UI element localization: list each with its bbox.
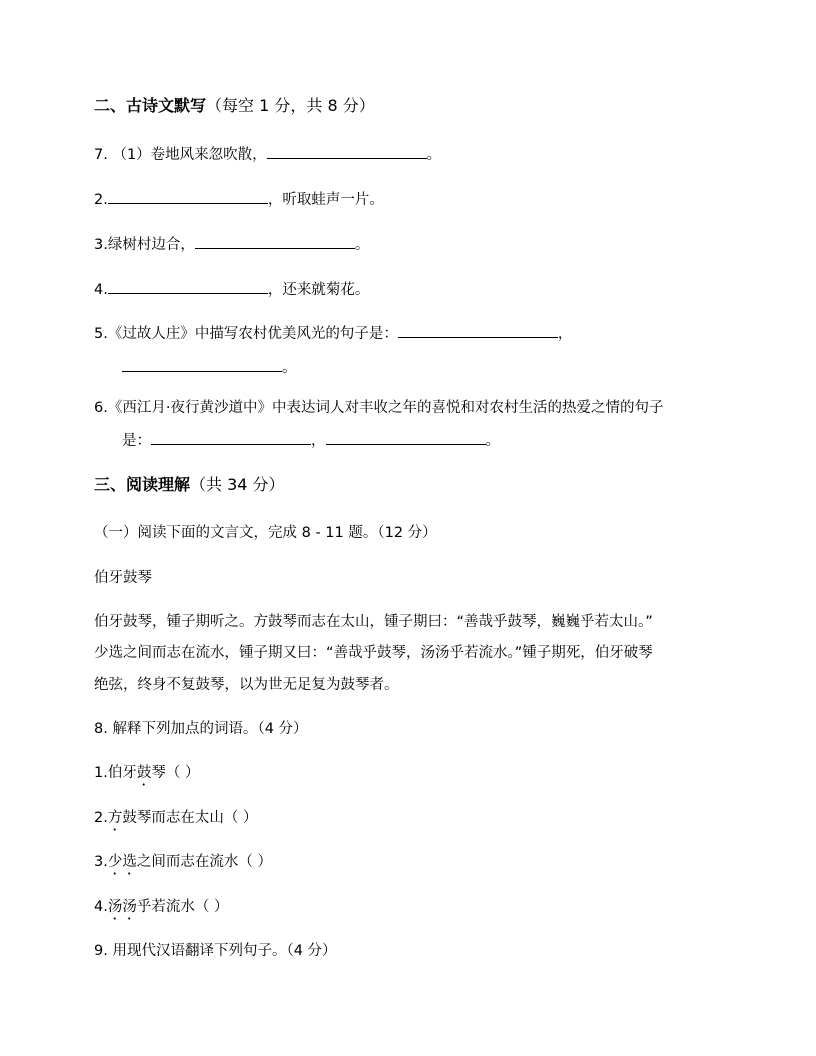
q3-prefix: 3.绿树村边合，	[94, 237, 195, 253]
q2-prefix: 2.	[94, 192, 108, 208]
section3-heading-text: 三、阅读理解	[94, 475, 191, 494]
dotted-word: 鼓	[136, 765, 152, 781]
question-6	[94, 398, 663, 418]
answer-blank[interactable]	[267, 144, 427, 159]
question-6-cont	[122, 430, 500, 451]
q5-mid: ，	[557, 326, 573, 342]
q8-item-text: 鼓琴而志在太山（ ）	[122, 810, 258, 826]
question-5-cont	[122, 357, 297, 378]
answer-blank[interactable]	[151, 430, 311, 445]
dotted-word: 汤汤	[107, 899, 137, 915]
q8-item	[94, 852, 272, 878]
section3-heading-note: （共 34 分）	[190, 475, 285, 494]
dotted-word: 少选	[107, 854, 137, 870]
q4-prefix: 4.	[94, 282, 108, 298]
answer-blank[interactable]	[398, 323, 558, 338]
q2-suffix: ，听取蛙声一片。	[267, 192, 384, 208]
q6-suffix: 。	[485, 433, 500, 449]
q4-suffix: ，还来就菊花。	[267, 282, 370, 298]
q5-suffix: 。	[282, 360, 297, 376]
question-2	[94, 189, 384, 210]
section3-heading	[94, 475, 285, 495]
answer-blank[interactable]	[195, 234, 355, 249]
section2-heading-text: 二、古诗文默写	[94, 96, 207, 115]
answer-blank[interactable]	[108, 189, 268, 204]
question-9: 9. 用现代汉语翻译下列句子。（4 分）	[94, 943, 337, 959]
part1-instruction: （一）阅读下面的文言文，完成 8 - 11 题。（12 分）	[94, 525, 437, 541]
q3-suffix: 。	[354, 237, 370, 253]
question-8: 8. 解释下列加点的词语。（4 分）	[94, 721, 308, 737]
dotted-word: 方	[107, 810, 123, 826]
q5-prefix: 5.《过故人庄》中描写农村优美风光的句子是：	[94, 326, 398, 342]
q8-item-text: 2.	[94, 810, 108, 826]
answer-blank[interactable]	[108, 279, 268, 294]
question-4	[94, 279, 369, 300]
q6-mid: ，	[311, 433, 326, 449]
passage-line: 伯牙鼓琴，锺子期听之。方鼓琴而志在太山，锺子期曰：“善哉乎鼓琴，巍巍乎若太山。”	[94, 614, 653, 630]
question-7-1	[94, 144, 441, 165]
section2-heading-note: （每空 1 分，共 8 分）	[206, 96, 375, 115]
q8-item-text: 1.伯牙	[94, 765, 137, 781]
q6-line1: 6.《西江月·夜行黄沙道中》中表达词人对丰收之年的喜悦和对农村生活的热爱之情的句子	[94, 400, 664, 416]
passage-title: 伯牙鼓琴	[94, 570, 152, 586]
q8-item	[94, 897, 228, 923]
q8-item-text: 乎若流水（ ）	[136, 899, 229, 915]
answer-blank[interactable]	[122, 357, 282, 372]
q7-1-prefix: 7. （1）卷地风来忽吹散，	[94, 147, 267, 163]
q8-item-text: 琴（ ）	[151, 765, 200, 781]
question-3	[94, 234, 369, 255]
q8-item-text: 3.	[94, 854, 108, 870]
q8-item-text: 之间而志在流水（ ）	[136, 854, 272, 870]
q8-item	[94, 763, 199, 789]
q8-item	[94, 808, 257, 834]
passage-line: 绝弦，终身不复鼓琴，以为世无足复为鼓琴者。	[94, 677, 399, 693]
q6-prefix: 是：	[122, 433, 151, 449]
answer-blank[interactable]	[326, 430, 486, 445]
q7-1-suffix: 。	[426, 147, 442, 163]
q8-item-text: 4.	[94, 899, 108, 915]
question-5	[94, 323, 572, 344]
section2-heading	[94, 96, 375, 116]
passage-line: 少选之间而志在流水，锺子期又曰：“善哉乎鼓琴，汤汤乎若流水。”锺子期死，伯牙破琴	[94, 645, 653, 661]
